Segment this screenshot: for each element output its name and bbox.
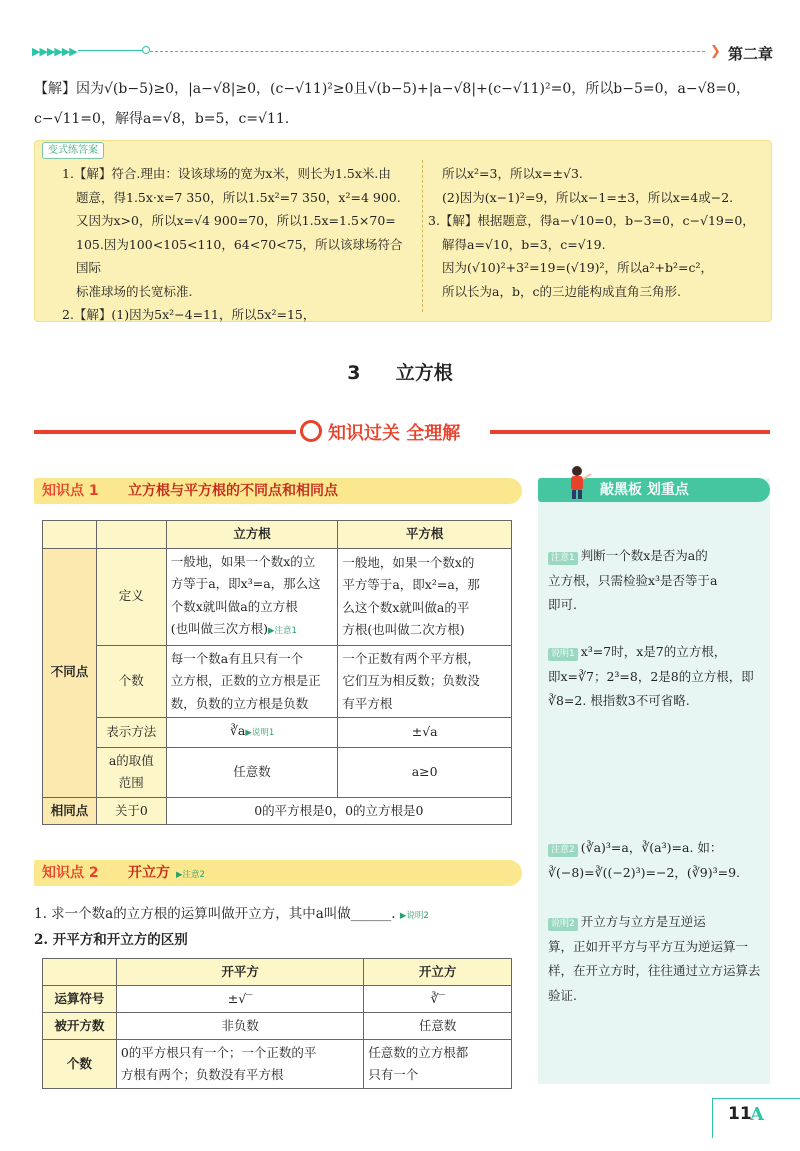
cell-op-cbrt: ∛‾ xyxy=(364,986,512,1013)
cube-vs-square-root-table xyxy=(42,520,512,825)
cell-def-square xyxy=(338,548,512,645)
cell-line: 方等于a，即x³=a，那么这 xyxy=(170,576,321,591)
section-name: 立方根 xyxy=(395,362,453,384)
table-row xyxy=(43,797,512,825)
cell-rad-sqrt: 非负数 xyxy=(116,1013,363,1040)
banner-title: 知识过关 全理解 xyxy=(328,423,461,444)
cell-line: 只有一个 xyxy=(368,1067,419,1082)
kp1-label: 知识点 1 xyxy=(42,483,99,499)
table-row xyxy=(43,959,512,986)
explain2-reference[interactable]: ▶说明2 xyxy=(399,911,429,921)
side-explain-1 xyxy=(548,640,764,714)
solution-line: 【解】因为√(b−5)≥0，|a−√8|≥0，(c−√11)²≥0且√(b−5)+|a−√8|+(c−√11)²=0，所以b−5=0，a−√8=0， xyxy=(34,81,751,97)
col-header-cbrt: 开立方 xyxy=(364,959,512,986)
note-text: 判断一个数x是否为a的 xyxy=(580,548,708,563)
cell-line: 平方等于a，即x²=a，那 xyxy=(342,577,480,592)
row-label-notation: 表示方法 xyxy=(96,718,166,748)
cell-line: 一般地，如果一个数x的 xyxy=(342,554,475,570)
cell-notation-cube xyxy=(166,718,338,748)
side-note-1 xyxy=(548,544,764,618)
spiral-icon xyxy=(300,420,322,442)
table-row xyxy=(43,718,512,748)
cell-line xyxy=(548,640,764,665)
knowledge-point-2-header xyxy=(34,860,522,886)
sqrt-vs-cbrt-table xyxy=(42,958,512,1089)
answer-line: 又因为x>0，所以x=√4 900=70，所以1.5x=1.5×70= xyxy=(76,213,396,228)
row-label-count: 个数 xyxy=(43,1040,117,1089)
header-rule-dot xyxy=(142,46,150,54)
banner-right-rule xyxy=(490,430,770,434)
cell-rad-cbrt: 任意数 xyxy=(364,1013,512,1040)
note-text: ∛(−8)=∛((−2)³)=−2，(∛9)³=9. xyxy=(548,864,741,880)
row-label-count: 个数 xyxy=(96,645,166,718)
answers-left-column xyxy=(62,162,412,327)
variant-answers-tag: 变式练答案 xyxy=(42,142,104,159)
cell-range-square: a≥0 xyxy=(338,747,512,797)
cell-line: 有平方根 xyxy=(342,695,393,711)
table-corner xyxy=(43,521,97,549)
banner-left-rule xyxy=(34,430,296,434)
answer-line: 105.因为100<105<110，64<70<75，所以该球场符合国际 xyxy=(76,236,403,275)
item-2: 2. 开平方和开立方的区别 xyxy=(34,932,188,948)
row-label-radicand: 被开方数 xyxy=(43,1013,117,1040)
answer-line: 3.【解】根据题意，得a−√10=0，b−3=0，c−√19=0， xyxy=(428,213,755,228)
note-text: 即x=∛7；2³=8，2是8的立方根，即 xyxy=(548,668,754,684)
note-text: 即可. xyxy=(548,597,577,612)
note-text: x³=7时，x是7的立方根， xyxy=(580,644,727,659)
table-row xyxy=(43,645,512,718)
row-header-differences: 不同点 xyxy=(43,548,97,797)
cell-line: 一个正数有两个平方根， xyxy=(342,650,480,666)
cell-line: 范围 xyxy=(118,775,144,790)
note2-reference[interactable]: ▶注意2 xyxy=(176,870,205,880)
cell-count-cube xyxy=(166,645,338,718)
kp2-title: 开立方 xyxy=(128,865,170,881)
table-row xyxy=(43,1013,512,1040)
table-corner xyxy=(96,521,166,549)
cell-def-cube xyxy=(166,548,338,645)
cell-notation-square: ±√a xyxy=(338,718,512,748)
item-1-text: 1. 求一个数a的立方根的运算叫做开立方，其中a叫做______. xyxy=(34,906,396,922)
solution-line: c−√11=0，解得a=√8，b=5，c=√11. xyxy=(34,111,290,127)
section-number: 3 xyxy=(347,362,361,384)
table-row xyxy=(43,521,512,549)
table-row xyxy=(43,1040,512,1089)
cell-line: 任意数的立方根都 xyxy=(368,1045,469,1060)
answer-line: 因为(√10)²+3²=19=(√19)²，所以a²+b²=c²， xyxy=(442,260,713,275)
cell-line xyxy=(548,544,764,569)
side-explain-2 xyxy=(548,910,764,1008)
row-label-range xyxy=(96,747,166,797)
page-corner-rule xyxy=(712,1098,713,1138)
cell-line: 方根有两个；负数没有平方根 xyxy=(120,1067,284,1082)
key-points-title: 敲黑板 划重点 xyxy=(600,482,689,498)
answer-line: 所以长为a，b，c的三边能构成直角三角形. xyxy=(442,283,681,299)
table-row xyxy=(43,986,512,1013)
chapter-label: 第二章 xyxy=(728,45,774,63)
table-row xyxy=(43,548,512,645)
note1-reference[interactable]: ▶注意1 xyxy=(268,626,297,636)
note-tag: 注意1 xyxy=(548,552,578,565)
answers-right-column xyxy=(428,162,758,303)
answer-line: 题意，得1.5x·x=7 350，所以1.5x²=7 350，x²=4 900. xyxy=(76,189,401,205)
note-text: 开立方与立方是互逆运 xyxy=(580,914,706,929)
cell-line: 么这个数x就叫做a的平 xyxy=(342,599,470,615)
explain-tag: 说明2 xyxy=(548,918,578,931)
page-number: 11 xyxy=(728,1104,752,1124)
row-label-definition: 定义 xyxy=(96,548,166,645)
header-dashed-rule xyxy=(150,51,705,52)
cell-line: 方根(也叫做二次方根) xyxy=(342,622,465,637)
header-rule xyxy=(78,50,144,51)
explain-tag: 说明1 xyxy=(548,648,578,661)
cell-about-zero: 0的平方根是0，0的立方根是0 xyxy=(166,797,511,825)
note-text: 算，正如开平方与平方互为逆运算一 xyxy=(548,938,749,954)
cell-count-sqrt xyxy=(116,1040,363,1089)
answer-line: 1.【解】符合.理由：设该球场的宽为x米，则长为1.5x米.由 xyxy=(62,166,391,181)
header-arrows-decoration: ▶▶▶▶▶▶ xyxy=(32,45,77,58)
chapter-chevron-icon: ❯ xyxy=(710,44,721,59)
cell-count-cbrt xyxy=(364,1040,512,1089)
cell-line: 它们互为相反数；负数没 xyxy=(342,673,480,688)
answer-line: (2)因为(x−1)²=9，所以x−1=±3，所以x=4或−2. xyxy=(442,189,734,205)
kp2-label: 知识点 2 xyxy=(42,865,99,881)
cell-line: 0的平方根只有一个；一个正数的平 xyxy=(120,1045,317,1060)
cell-line: 数，负数的立方根是负数 xyxy=(170,695,309,711)
section-title xyxy=(0,358,800,385)
col-header-cube-root: 立方根 xyxy=(166,521,338,549)
kp1-title: 立方根与平方根的不同点和相同点 xyxy=(128,483,338,499)
page-corner-rule xyxy=(712,1098,800,1099)
cell-text: (也叫做三次方根) xyxy=(170,621,268,636)
cell-text: ∛a xyxy=(229,723,246,738)
answer-line: 解得a=√10，b=3，c=√19. xyxy=(442,236,606,252)
side-note-2 xyxy=(548,836,764,885)
answer-line: 2.【解】(1)因为5x²−4=11，所以5x²=15， xyxy=(62,307,316,322)
col-header-square-root: 平方根 xyxy=(338,521,512,549)
cell-count-square xyxy=(338,645,512,718)
table-corner xyxy=(43,959,117,986)
cell-range-cube: 任意数 xyxy=(166,747,338,797)
note-text: 样，在开立方时，往往通过立方运算去 xyxy=(548,963,761,978)
cell-line xyxy=(171,618,334,643)
row-label-about-zero: 关于0 xyxy=(96,797,166,825)
row-label-operator: 运算符号 xyxy=(43,986,117,1013)
answers-divider xyxy=(422,160,423,312)
cell-line: 个数x就叫做a的立方根 xyxy=(170,598,298,614)
page-logo-icon: A xyxy=(750,1104,764,1125)
cell-line: 每一个数a有且只有一个 xyxy=(170,650,304,666)
table-row xyxy=(43,747,512,797)
cell-line: a的取值 xyxy=(108,752,154,768)
note-text: 立方根，只需检验x³是否等于a xyxy=(548,572,718,588)
col-header-sqrt: 开平方 xyxy=(116,959,363,986)
cell-line: 立方根，正数的立方根是正 xyxy=(170,673,321,688)
note-text: 验证. xyxy=(548,987,577,1003)
solution-block xyxy=(34,74,774,134)
row-header-similarities: 相同点 xyxy=(43,797,97,825)
cell-line xyxy=(548,836,764,861)
note-tag: 注意2 xyxy=(548,844,578,857)
cell-op-sqrt: ±√‾ xyxy=(116,986,363,1013)
teacher-icon xyxy=(562,464,592,500)
cell-line: 一般地，如果一个数x的立 xyxy=(170,553,316,569)
note-text: ∛8=2. 根指数3不可省略. xyxy=(548,693,690,708)
item-1 xyxy=(34,904,524,926)
answer-line: 标准球场的长宽标准. xyxy=(76,283,193,299)
answer-line: 所以x²=3，所以x=±√3. xyxy=(442,166,583,181)
explain1-reference[interactable]: ▶说明1 xyxy=(245,728,275,738)
cell-line xyxy=(548,910,764,935)
note-text: (∛a)³=a，∛(a³)=a. 如： xyxy=(580,840,723,855)
